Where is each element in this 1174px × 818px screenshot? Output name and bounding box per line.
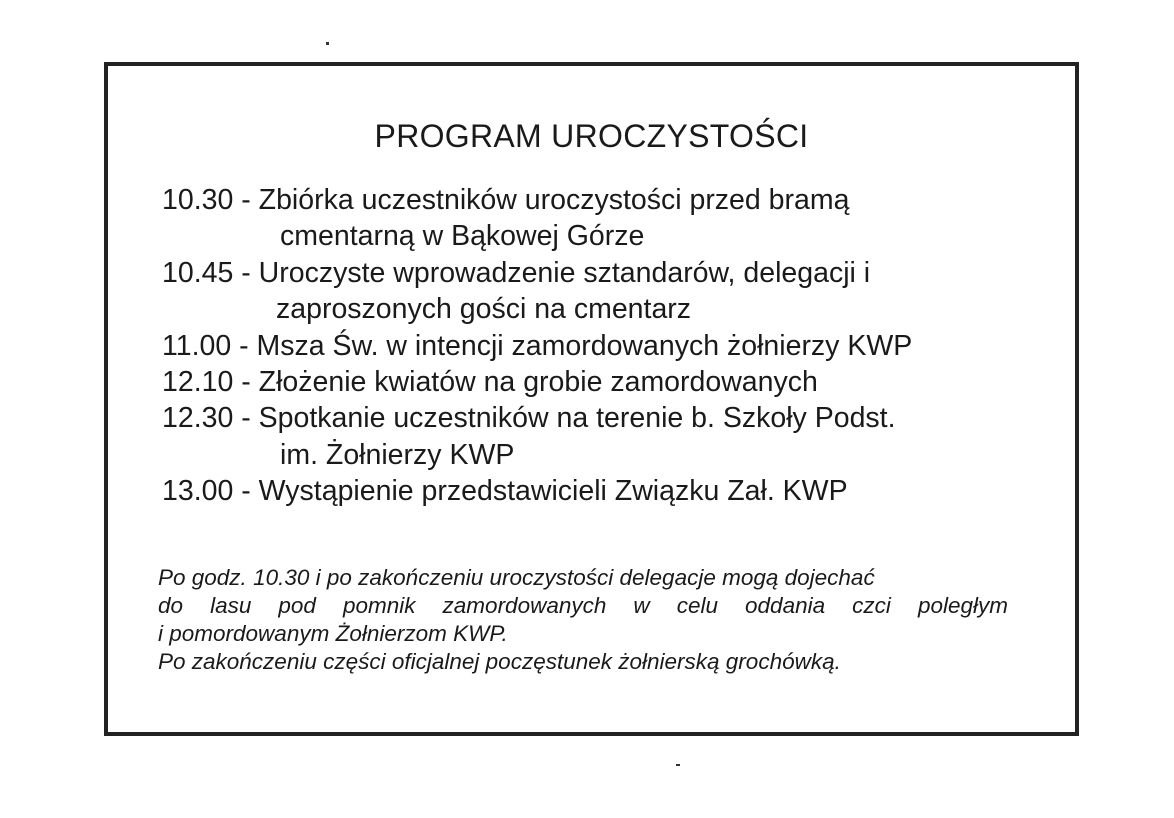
note-line: do lasu pod pomnik zamordowanych w celu oddania czci poległym bbox=[158, 593, 1008, 618]
note-line: Po godz. 10.30 i po zakończeniu uroczystości delegacje mogą dojechać bbox=[158, 565, 875, 590]
program-entry: 10.45 - Uroczyste wprowadzenie sztandarów, delegacji i zaproszonych gości na cmentarz bbox=[162, 255, 1062, 328]
footer-note bbox=[158, 564, 1008, 676]
entry-time: 13.00 bbox=[162, 475, 234, 508]
entry-time: 11.00 bbox=[162, 329, 232, 362]
program-entry: 11.00 - Msza Św. w intencji zamordowanych żołnierzy KWP bbox=[162, 329, 913, 362]
page-title: PROGRAM UROCZYSTOŚCI bbox=[374, 118, 809, 154]
scan-speck bbox=[676, 764, 680, 766]
entry-time: 12.30 bbox=[162, 402, 234, 435]
entry-time: 10.30 bbox=[162, 184, 234, 216]
program-entry: 12.30 - Spotkanie uczestników na terenie b. Szkoły Podst. im. Żołnierzy KWP bbox=[162, 400, 1062, 473]
entry-time: 10.45 bbox=[162, 256, 234, 289]
entry-text: Wystąpienie przedstawicieli Związku Zał. KWP bbox=[258, 475, 848, 508]
entry-text: Złożenie kwiatów na grobie zamordowanych bbox=[258, 366, 818, 399]
program-entry: 13.00 - Wystąpienie przedstawicieli Związku Zał. KWP bbox=[162, 475, 848, 508]
entry-text-cont: im. Żołnierzy KWP bbox=[280, 438, 515, 471]
program-list bbox=[162, 182, 1062, 510]
entry-text: Zbiórka uczestników uroczystości przed bramą bbox=[258, 184, 850, 216]
program-entry: 12.10 - Złożenie kwiatów na grobie zamordowanych bbox=[162, 366, 818, 399]
entry-text-cont: zaproszonych gości na cmentarz bbox=[276, 293, 692, 326]
scan-speck bbox=[326, 42, 329, 45]
program-frame bbox=[104, 62, 1079, 736]
program-entry: 10.30 - Zbiórka uczestników uroczystości przed bramą cmentarną w Bąkowej Górze bbox=[162, 182, 1062, 255]
entry-text: Uroczyste wprowadzenie sztandarów, delegacji i bbox=[258, 256, 871, 289]
entry-text-cont: cmentarną w Bąkowej Górze bbox=[280, 220, 645, 253]
note-line: i pomordowanym Żołnierzom KWP. bbox=[158, 621, 508, 646]
entry-text: Msza Św. w intencji zamordowanych żołnierzy KWP bbox=[256, 329, 913, 362]
note-line: Po zakończeniu części oficjalnej poczęstunek żołnierską grochówką. bbox=[158, 649, 841, 674]
entry-text: Spotkanie uczestników na terenie b. Szkoły Podst. bbox=[258, 402, 896, 435]
entry-time: 12.10 bbox=[162, 366, 234, 399]
